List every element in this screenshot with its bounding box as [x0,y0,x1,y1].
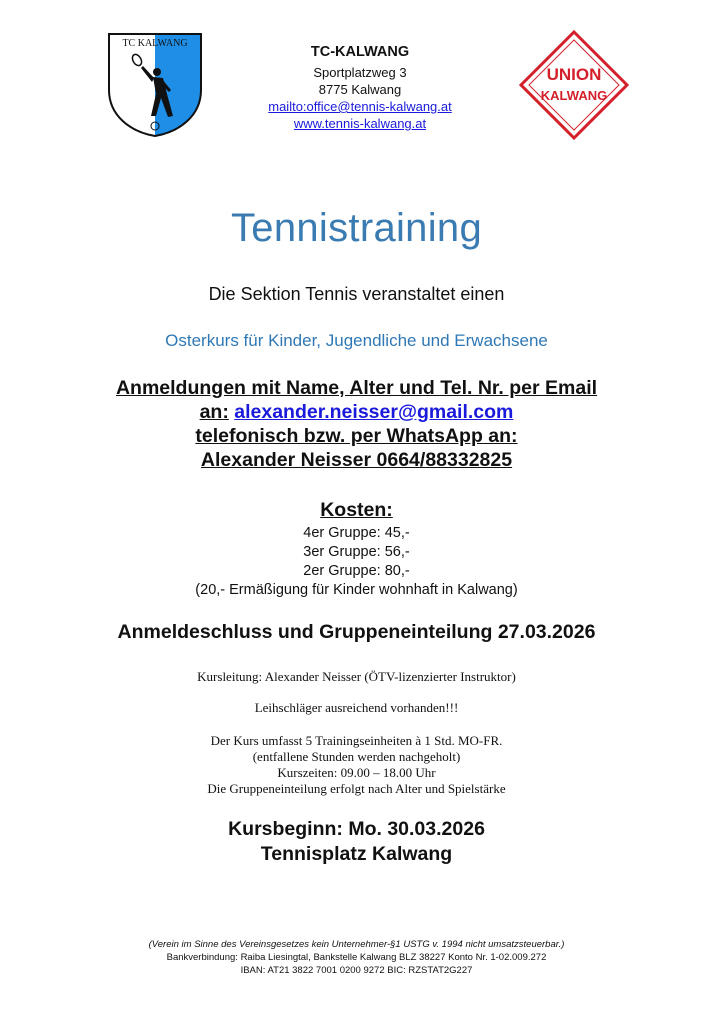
course-times: Kurszeiten: 09.00 – 18.00 Uhr [277,765,436,780]
costs-heading: Kosten: [320,499,393,521]
course-subtitle: Osterkurs für Kinder, Jugendliche und Erwachsene [165,331,548,350]
rackets-note: Leihschläger ausreichend vorhanden!!! [254,700,459,715]
registration-line3: telefonisch bzw. per WhatsApp an: [195,425,518,447]
registration-email-link[interactable]: alexander.neisser@gmail.com [234,401,514,423]
union-logo [519,30,629,140]
club-city: 8775 Kalwang [318,82,402,97]
footer-bank: Bankverbindung: Raiba Liesingtal, Bankstelle Kalwang BLZ 38227 Konto Nr. 1-02.009.272 [166,952,547,963]
cost-item: 2er Gruppe: 80,- [303,563,410,579]
footer-iban: IBAN: AT21 3822 7001 0200 9272 BIC: RZSTAT2G227 [240,965,473,976]
page-title: Tennistraining [230,206,483,250]
cost-discount: (20,- Ermäßigung für Kinder wohnhaft in Kalwang) [195,582,518,598]
intro-text: Die Sektion Tennis veranstaltet einen [208,284,505,304]
union-logo-top: UNION [546,65,602,84]
club-name: TC-KALWANG [310,44,410,60]
course-scope: Der Kurs umfasst 5 Trainingseinheiten à 1 Std. MO-FR. [210,733,503,748]
registration-deadline: Anmeldeschluss und Gruppeneinteilung 27.03.2026 [117,621,596,643]
club-email-link[interactable]: mailto:office@tennis-kalwang.at [268,99,452,114]
registration-line2 [0,401,713,424]
footer [0,938,713,977]
cost-item: 3er Gruppe: 56,- [303,544,410,560]
course-start-label: Kursbeginn [228,818,337,840]
club-website-link[interactable]: www.tennis-kalwang.at [293,116,427,131]
club-logo-text: TC KALWANG [122,38,188,49]
union-logo-bottom: KALWANG [540,88,608,103]
registration-prefix: an: [199,401,229,423]
course-location: Tennisplatz Kalwang [260,843,453,865]
missed-lessons-note: (entfallene Stunden werden nachgeholt) [252,749,461,764]
grouping-note: Die Gruppeneinteilung erfolgt nach Alter und Spielstärke [207,781,506,796]
course-start-date: : Mo. 30.03.2026 [336,818,485,840]
course-leader: Kursleitung: Alexander Neisser (ÖTV-lizenzierter Instruktor) [197,669,516,684]
footer-legal: (Verein im Sinne des Vereinsgesetzes kein Unternehmer-§1 USTG v. 1994 nicht umsatzsteuerbar.) [148,939,565,950]
club-street: Sportplatzweg 3 [313,65,407,80]
course-start [0,817,713,867]
club-logo [107,32,203,138]
registration-line1: Anmeldungen mit Name, Alter und Tel. Nr. per Email [115,377,598,399]
registration-line4: Alexander Neisser 0664/88332825 [200,449,513,471]
cost-item: 4er Gruppe: 45,- [303,525,410,541]
